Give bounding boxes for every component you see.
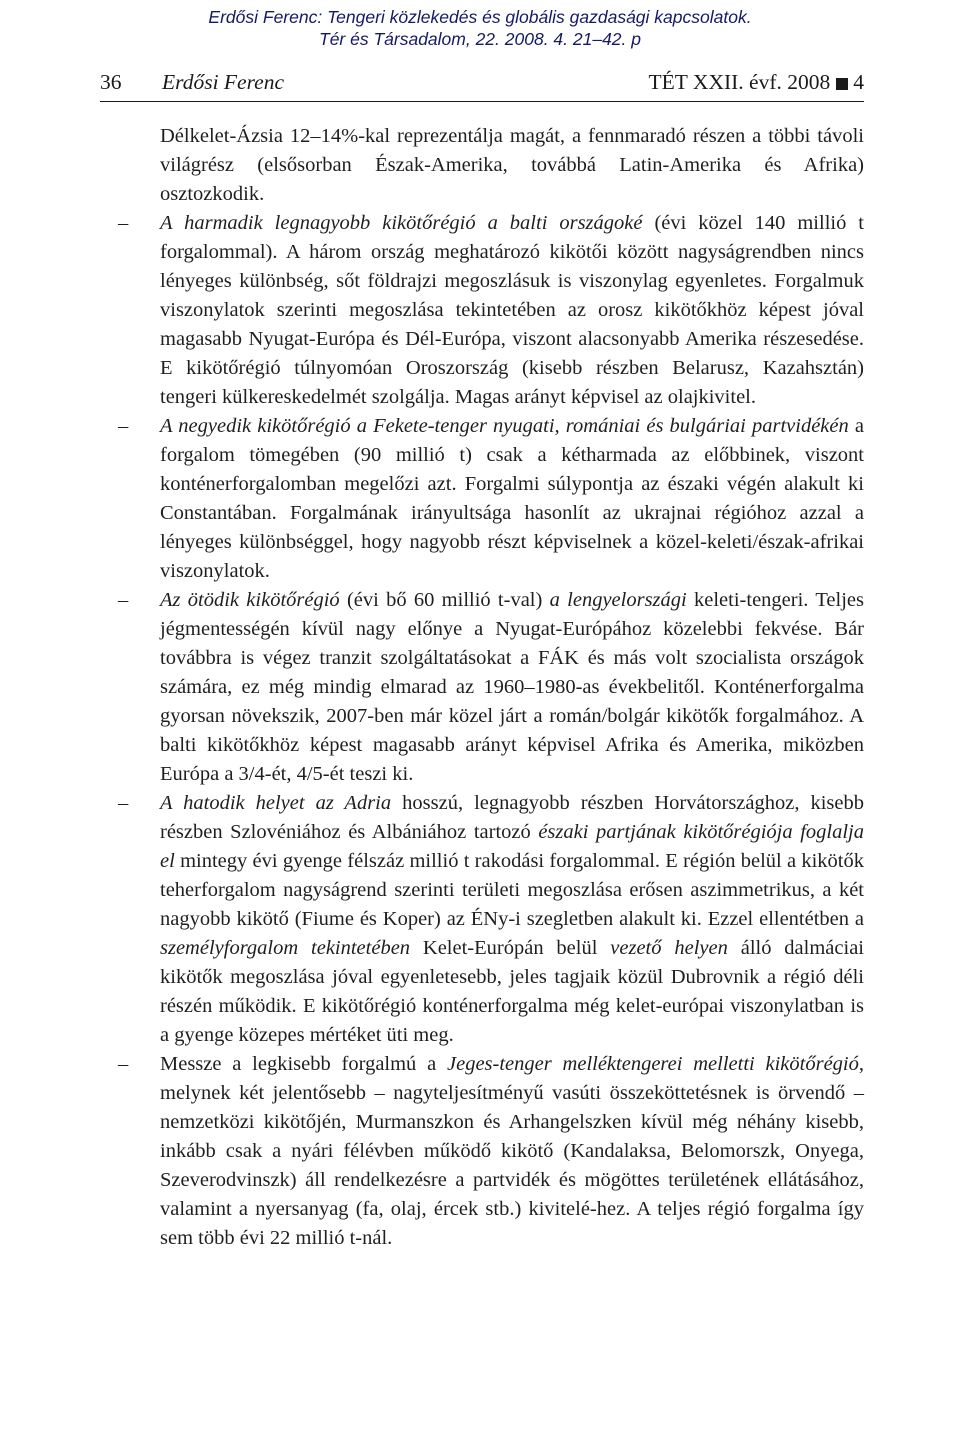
- black-square-icon: [836, 78, 848, 90]
- italic-text: A harmadik legnagyobb kikötőrégió a balti országoké: [160, 212, 643, 234]
- italic-text: északi partjának kikötőrégiója foglalja el: [160, 821, 864, 872]
- page-number: 36: [100, 70, 122, 94]
- italic-text: személyforgalom tekintetében: [160, 937, 411, 959]
- text-segment: (évi közel 140 millió t forgalommal). A három ország meghatározó kikötői között nagyságrendben nincs lényeges különbség, sőt földrajzi megoszlásuk is viszonylag egyenletes. Forgalmuk viszonylatok szerinti megoszlása tekintetében az orosz kikötőkhöz képest jóval magasabb Nyugat-Európa és Dél-Európa, viszont alacsonyabb Amerika részesedése. E kikötőrégió túlnyomóan Oroszország (kisebb részben Belarusz, Kazahsztán) tengeri külkereskedelmét szolgálja. Magas arányt képvisel az olajkivitel.: [160, 212, 864, 408]
- text-segment: keleti-tengeri. Teljes jégmentességén kívül nagy előnye a Nyugat-Európához közelebbi fekvése. Bár továbbra is végez tranzit szolgáltatásokat a FÁK és más volt szocialista országok számára, ez még mindig elmarad az 1960–1980-as évekbelitől. Konténerforgalma gyorsan növekszik, 2007-ben már közel járt a román/bolgár kikötők forgalmához. A balti kikötőkhöz képest magasabb arányt képvisel Afrika és Amerika, miközben Európa a 3/4-ét, 4/5-ét teszi ki.: [160, 589, 864, 785]
- running-head: [100, 70, 864, 100]
- text-segment: Kelet-Európán belül: [410, 937, 611, 959]
- paragraph: [104, 412, 864, 586]
- text-segment: hosszú, legnagyobb részben Horvátországhoz, kisebb részben Szlovéniához és Albániához tartozó: [160, 792, 864, 843]
- text-segment: Délkelet-Ázsia 12–14%-kal reprezentálja magát, a fennmaradó részen a többi távoli világrész (elsősorban Észak-Amerika, továbbá Latin-Amerika és Afrika) osztozkodik.: [160, 125, 864, 205]
- citation-line-1: Erdősi Ferenc: Tengeri közlekedés és globális gazdasági kapcsolatok.: [208, 7, 752, 27]
- text-segment: (évi bő 60 millió t-val): [339, 589, 550, 611]
- text-segment: a forgalom tömegében (90 millió t) csak a kétharmada az előbbinek, viszont konténerforgalomban megelőzi azt. Forgalmi súlypontja az északi végén alakult ki Constantában. Forgalmának irányultsága hasonlít az ukrajnai régióhoz azzal a lényeges különbséggel, hogy nagyobb részt képviselnek a közel-keleti/észak-afrikai viszonylatok.: [160, 415, 864, 582]
- running-head-author: Erdősi Ferenc: [162, 70, 284, 94]
- text-segment: mintegy évi gyenge félszáz millió t rakodási forgalommal. E régión belül a kikötők teherforgalom nagyságrend szerinti területi megoszlása erősen aszimmetrikus, a két nagyobb kikötő (Fiume és Koper) az ÉNy-i szegletben alakult ki. Ezzel ellentétben a: [160, 850, 864, 930]
- journal-label: TÉT XXII. évf. 2008: [648, 70, 831, 94]
- text-segment: , melynek két jelentősebb – nagyteljesítményű vasúti összeköttetésnek is örvendő – nemzetközi kikötőjén, Murmanszkon és Arhangelszken kívül még néhány kisebb, inkább csak a nyári félévben működő kikötő (Kandalaksa, Belomorszk, Onyega, Szeverodvinszk) áll rendelkezésre a partvidék és mögöttes területének ellátásához, valamint a nyersanyag (fa, olaj, ércek stb.) kivitelé-hez. A teljes régió forgalma így sem több évi 22 millió t-nál.: [160, 1053, 864, 1249]
- italic-text: a lengyelországi: [549, 589, 687, 611]
- paragraph: [104, 209, 864, 412]
- header-rule: [100, 101, 864, 102]
- paragraph: [104, 586, 864, 789]
- body-text: [104, 122, 864, 1253]
- italic-text: Jeges-tenger melléktengerei melletti kikötőrégió: [447, 1053, 859, 1075]
- italic-text: vezető helyen: [610, 937, 728, 959]
- citation-line-2: Tér és Társadalom, 22. 2008. 4. 21–42. p: [319, 29, 641, 49]
- paragraph: [104, 1050, 864, 1253]
- italic-text: A negyedik kikötőrégió a Fekete-tenger nyugati, romániai és bulgáriai partvidékén: [160, 415, 849, 437]
- issue-number: 4: [853, 70, 864, 94]
- citation-header: [0, 6, 960, 50]
- list-dash: –: [118, 589, 129, 611]
- running-head-journal: [649, 70, 864, 95]
- italic-text: Az ötödik kikötőrégió: [160, 589, 340, 611]
- list-dash: –: [118, 415, 129, 437]
- text-segment: Messze a legkisebb forgalmú a: [160, 1053, 448, 1075]
- list-dash: –: [118, 212, 129, 234]
- italic-text: A hatodik helyet az Adria: [160, 792, 392, 814]
- list-dash: –: [118, 792, 129, 814]
- paragraph: [104, 122, 864, 209]
- text-segment: álló dalmáciai kikötők megoszlása jóval egyenletesebb, jeles tagjaik közül Dubrovnik a régió déli részén működik. E kikötőrégió konténerforgalma még kelet-európai viszonylatban is a gyenge közepes mértéket üti meg.: [160, 937, 864, 1046]
- list-dash: –: [118, 1053, 129, 1075]
- paragraph: [104, 789, 864, 1050]
